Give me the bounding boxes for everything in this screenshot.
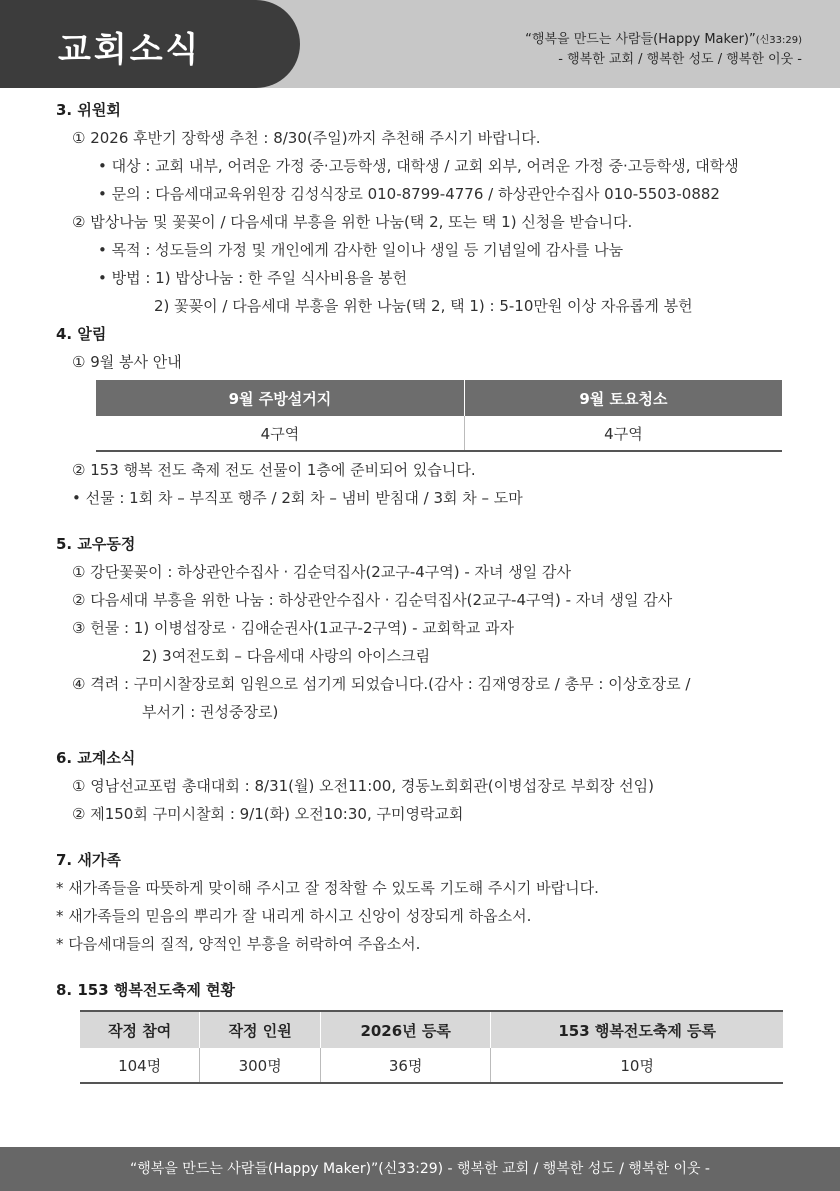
section-church-news-title: 6. 교계소식: [56, 749, 136, 767]
committee-item-1: ① 2026 후반기 장학생 추천 : 8/30(주일)까지 추천해 주시기 바랍니다.: [72, 129, 541, 147]
notice-item-2-gifts: • 선물 : 1회 차 – 부직포 행주 / 2회 차 – 냄비 받침대 / 3회 차 – 도마: [72, 489, 523, 507]
committee-item-1-contact: • 문의 : 다음세대교육위원장 김성식장로 010-8799-4776 / 하상관안수집사 010-5503-0882: [98, 185, 720, 203]
festival-table-cell: 104명: [80, 1048, 200, 1083]
committee-item-2: ② 밥상나눔 및 꽃꽂이 / 다음세대 부흥을 위한 나눔(택 2, 또는 택 1) 신청을 받습니다.: [72, 213, 633, 231]
festival-table-cell: 36명: [320, 1048, 490, 1083]
section-committee-title: 3. 위원회: [56, 101, 121, 119]
header-title-tab: [0, 0, 300, 88]
committee-item-2-purpose: • 목적 : 성도들의 가정 및 개인에게 감사한 일이나 생일 등 기념일에 감사를 나눔: [98, 241, 624, 259]
new-family-prayer-1: * 새가족들을 따뜻하게 맞이해 주시고 잘 정착할 수 있도록 기도해 주시기 바랍니다.: [56, 879, 599, 897]
page-title: 교회소식: [58, 30, 202, 70]
motto-line2: - 행복한 교회 / 행복한 성도 / 행복한 이웃 -: [558, 52, 802, 67]
page-footer: “행복을 만드는 사람들(Happy Maker)”(신33:29) - 행복한 교회 / 행복한 성도 / 행복한 이웃 -: [0, 1147, 840, 1191]
service-table: [96, 380, 782, 452]
new-family-prayer-3: * 다음세대들의 질적, 양적인 부흥을 허락하여 주옵소서.: [56, 935, 421, 953]
new-family-prayer-2: * 새가족들의 믿음의 뿌리가 잘 내리게 하시고 신앙이 성장되게 하옵소서.: [56, 907, 532, 925]
bulletin-content: [56, 96, 796, 1084]
member-news-item-3: ③ 헌물 : 1) 이병섭장로 · 김애순권사(1교구-2구역) - 교회학교 과자: [72, 619, 514, 637]
committee-item-1-target: • 대상 : 교회 내부, 어려운 가정 중·고등학생, 대학생 / 교회 외부, 어려운 가정 중·고등학생, 대학생: [98, 157, 739, 175]
motto-line1: “행복을 만드는 사람들(Happy Maker)”: [525, 32, 756, 47]
section-new-family-title: 7. 새가족: [56, 851, 121, 869]
member-news-item-1: ① 강단꽃꽂이 : 하상관안수집사 · 김순덕집사(2교구-4구역) - 자녀 생일 감사: [72, 563, 572, 581]
festival-table-header: 2026년 등록: [320, 1011, 490, 1048]
church-news-item-1: ① 영남선교포럼 총대대회 : 8/31(월) 오전11:00, 경동노회회관(이병섭장로 부회장 선임): [72, 777, 654, 795]
festival-table-cell: 300명: [200, 1048, 321, 1083]
committee-item-2-method-2: 2) 꽃꽂이 / 다음세대 부흥을 위한 나눔(택 2, 택 1) : 5-10만원 이상 자유롭게 봉헌: [154, 297, 693, 315]
page-header: [0, 0, 840, 88]
member-news-item-3-cont: 2) 3여전도회 – 다음세대 사랑의 아이스크림: [142, 647, 431, 665]
section-member-news-title: 5. 교우동정: [56, 535, 136, 553]
festival-table-header: 작정 참여: [80, 1011, 200, 1048]
notice-item-2: ② 153 행복 전도 축제 전도 선물이 1층에 준비되어 있습니다.: [72, 461, 476, 479]
service-table-cell: 4구역: [464, 416, 782, 451]
header-motto: [525, 30, 802, 69]
motto-ref: (신33:29): [755, 35, 802, 46]
festival-table-header: 153 행복전도축제 등록: [491, 1011, 783, 1048]
member-news-item-4: ④ 격려 : 구미시찰장로회 임원으로 섬기게 되었습니다.(감사 : 김재영장로 / 총무 : 이상호장로 /: [72, 675, 691, 693]
section-festival-status-title: 8. 153 행복전도축제 현황: [56, 981, 236, 999]
service-table-header: 9월 토요청소: [464, 380, 782, 416]
festival-status-table: [80, 1010, 783, 1084]
notice-item-1: ① 9월 봉사 안내: [72, 353, 182, 371]
committee-item-2-method-1: • 방법 : 1) 밥상나눔 : 한 주일 식사비용을 봉헌: [98, 269, 408, 287]
service-table-cell: 4구역: [96, 416, 464, 451]
church-news-item-2: ② 제150회 구미시찰회 : 9/1(화) 오전10:30, 구미영락교회: [72, 805, 464, 823]
member-news-item-4-cont: 부서기 : 권성중장로): [142, 703, 279, 721]
festival-table-cell: 10명: [491, 1048, 783, 1083]
service-table-header: 9월 주방설거지: [96, 380, 464, 416]
member-news-item-2: ② 다음세대 부흥을 위한 나눔 : 하상관안수집사 · 김순덕집사(2교구-4구역) - 자녀 생일 감사: [72, 591, 673, 609]
section-notice-title: 4. 알림: [56, 325, 107, 343]
festival-table-header: 작정 인원: [200, 1011, 321, 1048]
